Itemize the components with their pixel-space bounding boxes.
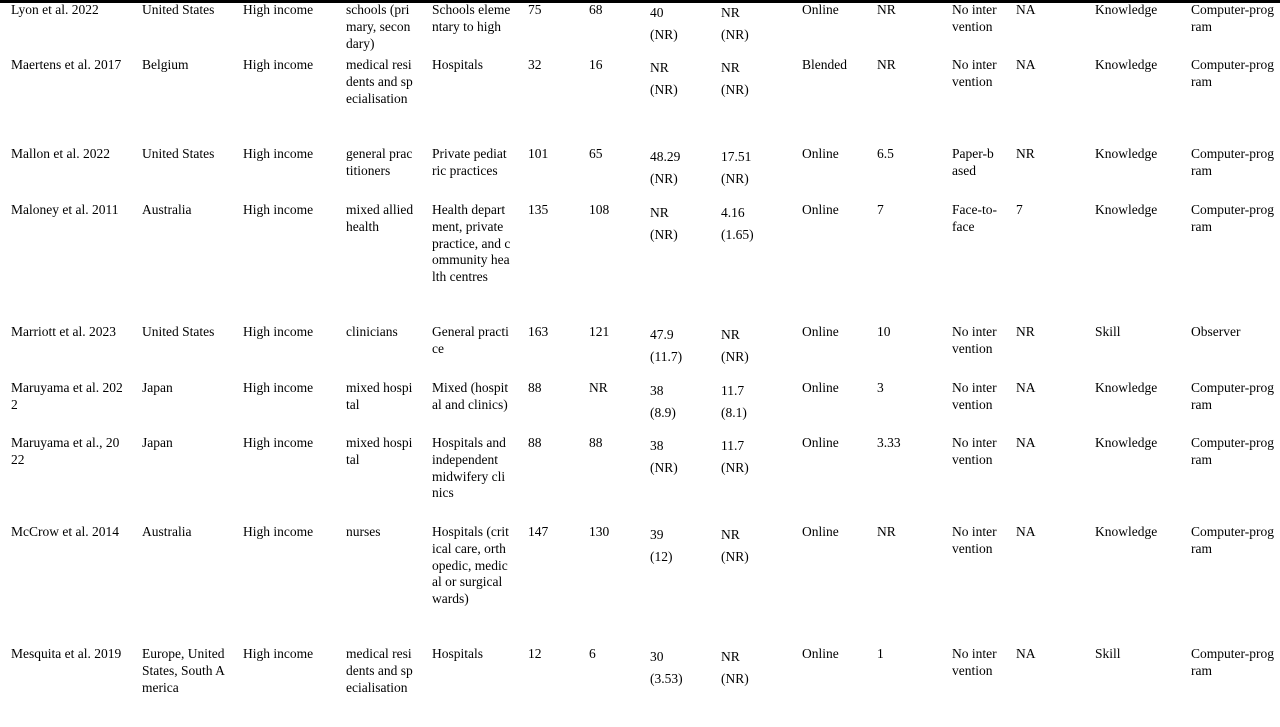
cell-sample-size <box>517 2 578 57</box>
cell-age-sd: (12) <box>650 548 673 564</box>
cell-experience-sd: (NR) <box>721 170 749 186</box>
table-row <box>0 146 1280 202</box>
cell-income-level-text: High income <box>243 524 314 539</box>
cell-comparator <box>941 380 1005 435</box>
cell-participants <box>335 646 421 724</box>
cell-setting-text: Private pediatric practices <box>432 146 507 178</box>
cell-income-level <box>232 380 335 435</box>
cell-study <box>0 324 131 380</box>
cell-study-text: Maruyama et al. 2022 <box>11 380 123 412</box>
cell-experience-sd: (NR) <box>721 81 749 97</box>
cell-assessment-text: Computer-program <box>1191 435 1274 467</box>
cell-income-level-text: High income <box>243 380 314 395</box>
cell-age <box>639 524 710 646</box>
cell-participants <box>335 57 421 146</box>
cell-study <box>0 202 131 324</box>
cell-participants <box>335 524 421 646</box>
cell-sample-size <box>517 524 578 646</box>
cell-income-level <box>232 57 335 146</box>
cell-sample-size-text: 147 <box>528 524 549 539</box>
cell-age-sd: (NR) <box>650 226 678 242</box>
cell-country <box>131 646 232 724</box>
cell-duration <box>866 146 941 202</box>
cell-outcome <box>1084 2 1180 57</box>
cell-experience-sd: (1.65) <box>721 226 754 242</box>
cell-income-level-text: High income <box>243 435 314 450</box>
cell-comparator-duration-text: NA <box>1016 435 1036 450</box>
cell-age-sd: (NR) <box>650 170 678 186</box>
cell-study <box>0 646 131 724</box>
cell-analysed-size <box>578 57 639 146</box>
cell-participants <box>335 380 421 435</box>
cell-study-text: Maloney et al. 2011 <box>11 202 119 217</box>
cell-country-text: United States <box>142 324 215 339</box>
cell-assessment <box>1180 146 1280 202</box>
cell-study <box>0 2 131 57</box>
cell-country <box>131 202 232 324</box>
cell-outcome <box>1084 646 1180 724</box>
cell-outcome <box>1084 57 1180 146</box>
cell-sample-size-text: 12 <box>528 646 542 661</box>
cell-duration-text: 10 <box>877 324 891 339</box>
cell-analysed-size-text: 108 <box>589 202 610 217</box>
cell-comparator-duration <box>1005 380 1084 435</box>
cell-comparator-text: No intervention <box>952 380 997 412</box>
cell-comparator <box>941 435 1005 524</box>
cell-format <box>791 324 866 380</box>
cell-country-text: United States <box>142 2 215 17</box>
cell-income-level <box>232 146 335 202</box>
cell-comparator-duration-text: NA <box>1016 380 1036 395</box>
cell-assessment <box>1180 646 1280 724</box>
cell-participants <box>335 202 421 324</box>
cell-analysed-size <box>578 2 639 57</box>
cell-comparator <box>941 2 1005 57</box>
cell-comparator-duration <box>1005 524 1084 646</box>
cell-age-sd: (NR) <box>650 81 678 97</box>
cell-sample-size <box>517 435 578 524</box>
cell-age-mean: 40 <box>650 5 664 20</box>
cell-experience-sd: (NR) <box>721 348 749 364</box>
cell-outcome-text: Knowledge <box>1095 2 1158 17</box>
cell-age-sd: (3.53) <box>650 670 683 686</box>
cell-format <box>791 57 866 146</box>
cell-analysed-size <box>578 524 639 646</box>
cell-age <box>639 646 710 724</box>
cell-sample-size-text: 88 <box>528 380 542 395</box>
cell-assessment-text: Computer-program <box>1191 2 1274 34</box>
cell-age-sd: (11.7) <box>650 348 683 364</box>
cell-age-mean: 30 <box>650 649 664 664</box>
cell-assessment <box>1180 435 1280 524</box>
cell-format-text: Online <box>802 435 839 450</box>
cell-comparator <box>941 146 1005 202</box>
cell-setting-text: Schools elementary to high <box>432 2 511 34</box>
cell-comparator-duration-text: NA <box>1016 2 1036 17</box>
cell-country-text: Australia <box>142 524 192 539</box>
cell-study <box>0 435 131 524</box>
table-row <box>0 646 1280 724</box>
cell-study-text: Mallon et al. 2022 <box>11 146 110 161</box>
cell-setting-text: Hospitals <box>432 646 484 661</box>
cell-study-text: McCrow et al. 2014 <box>11 524 119 539</box>
cell-country <box>131 524 232 646</box>
cell-experience-sd: (NR) <box>721 548 749 564</box>
cell-comparator-duration <box>1005 435 1084 524</box>
cell-assessment <box>1180 380 1280 435</box>
cell-setting <box>421 2 517 57</box>
cell-participants <box>335 2 421 57</box>
cell-comparator-text: No intervention <box>952 57 997 89</box>
cell-comparator <box>941 202 1005 324</box>
cell-assessment-text: Observer <box>1191 324 1241 339</box>
cell-format-text: Online <box>802 646 839 661</box>
cell-income-level <box>232 324 335 380</box>
cell-analysed-size <box>578 435 639 524</box>
cell-outcome <box>1084 202 1180 324</box>
table-row <box>0 324 1280 380</box>
cell-age-mean: 38 <box>650 383 664 398</box>
cell-sample-size-text: 101 <box>528 146 549 161</box>
cell-age-sd: (NR) <box>650 26 678 42</box>
cell-age-mean: 38 <box>650 438 664 453</box>
cell-sample-size <box>517 324 578 380</box>
cell-income-level <box>232 202 335 324</box>
cell-assessment-text: Computer-program <box>1191 380 1274 412</box>
cell-sample-size-text: 32 <box>528 57 542 72</box>
cell-outcome <box>1084 380 1180 435</box>
cell-country <box>131 435 232 524</box>
table-row <box>0 435 1280 524</box>
cell-duration <box>866 324 941 380</box>
cell-study-text: Marriott et al. 2023 <box>11 324 116 339</box>
cell-format <box>791 146 866 202</box>
cell-outcome-text: Knowledge <box>1095 524 1158 539</box>
cell-participants <box>335 324 421 380</box>
cell-participants-text: mixed allied health <box>346 202 414 234</box>
cell-duration <box>866 57 941 146</box>
cell-duration-text: NR <box>877 2 896 17</box>
cell-duration-text: 3.33 <box>877 435 901 450</box>
cell-analysed-size <box>578 646 639 724</box>
cell-duration <box>866 646 941 724</box>
cell-comparator-text: Paper-based <box>952 146 994 178</box>
cell-experience-mean: NR <box>721 60 740 75</box>
cell-setting <box>421 380 517 435</box>
table-row <box>0 380 1280 435</box>
cell-experience <box>710 2 791 57</box>
cell-sample-size <box>517 380 578 435</box>
cell-country <box>131 380 232 435</box>
cell-comparator-text: No intervention <box>952 2 997 34</box>
cell-setting <box>421 202 517 324</box>
cell-comparator <box>941 57 1005 146</box>
cell-assessment <box>1180 2 1280 57</box>
cell-age-mean: 39 <box>650 527 664 542</box>
cell-comparator-duration-text: NA <box>1016 524 1036 539</box>
cell-study <box>0 380 131 435</box>
cell-country-text: Europe, United States, South America <box>142 646 225 695</box>
cell-assessment <box>1180 324 1280 380</box>
cell-sample-size <box>517 202 578 324</box>
cell-income-level-text: High income <box>243 646 314 661</box>
cell-experience-mean: NR <box>721 649 740 664</box>
cell-comparator-duration <box>1005 202 1084 324</box>
cell-setting-text: Health department, private practice, and community health centres <box>432 202 511 285</box>
cell-format <box>791 435 866 524</box>
cell-sample-size <box>517 646 578 724</box>
cell-experience <box>710 324 791 380</box>
cell-sample-size-text: 163 <box>528 324 549 339</box>
cell-comparator-duration-text: 7 <box>1016 202 1023 217</box>
cell-analysed-size <box>578 380 639 435</box>
cell-age-mean: NR <box>650 60 669 75</box>
cell-comparator-text: No intervention <box>952 524 997 556</box>
cell-assessment <box>1180 57 1280 146</box>
cell-comparator-text: No intervention <box>952 324 997 356</box>
cell-comparator <box>941 524 1005 646</box>
cell-outcome-text: Knowledge <box>1095 146 1158 161</box>
table-row <box>0 202 1280 324</box>
cell-format-text: Online <box>802 324 839 339</box>
cell-comparator-duration-text: NR <box>1016 146 1035 161</box>
cell-participants-text: nurses <box>346 524 381 539</box>
cell-experience-sd: (NR) <box>721 26 749 42</box>
cell-setting <box>421 324 517 380</box>
cell-sample-size-text: 75 <box>528 2 542 17</box>
cell-age-sd: (8.9) <box>650 404 676 420</box>
cell-age <box>639 57 710 146</box>
cell-comparator-duration <box>1005 646 1084 724</box>
cell-analysed-size <box>578 146 639 202</box>
cell-comparator <box>941 646 1005 724</box>
cell-income-level-text: High income <box>243 202 314 217</box>
cell-assessment <box>1180 524 1280 646</box>
cell-participants-text: medical residents and specialisation <box>346 646 413 695</box>
cell-duration <box>866 2 941 57</box>
cell-analysed-size-text: 16 <box>589 57 603 72</box>
cell-country-text: United States <box>142 146 215 161</box>
cell-assessment <box>1180 202 1280 324</box>
cell-duration <box>866 435 941 524</box>
cell-comparator-duration-text: NA <box>1016 646 1036 661</box>
cell-age-mean: 48.29 <box>650 149 681 164</box>
cell-setting <box>421 57 517 146</box>
cell-setting-text: Mixed (hospital and clinics) <box>432 380 509 412</box>
cell-income-level <box>232 524 335 646</box>
cell-participants-text: mixed hospital <box>346 380 413 412</box>
cell-age <box>639 2 710 57</box>
cell-participants-text: mixed hospital <box>346 435 413 467</box>
cell-outcome-text: Knowledge <box>1095 435 1158 450</box>
cell-income-level-text: High income <box>243 57 314 72</box>
cell-analysed-size <box>578 324 639 380</box>
cell-comparator-duration-text: NR <box>1016 324 1035 339</box>
cell-experience-sd: (NR) <box>721 459 749 475</box>
cell-sample-size-text: 135 <box>528 202 549 217</box>
cell-duration-text: NR <box>877 524 896 539</box>
cell-outcome <box>1084 324 1180 380</box>
cell-country-text: Japan <box>142 380 173 395</box>
cell-experience <box>710 380 791 435</box>
cell-format <box>791 646 866 724</box>
cell-duration <box>866 524 941 646</box>
cell-format <box>791 2 866 57</box>
cell-comparator <box>941 324 1005 380</box>
cell-participants-text: clinicians <box>346 324 398 339</box>
cell-age <box>639 324 710 380</box>
cell-study <box>0 146 131 202</box>
cell-participants <box>335 146 421 202</box>
table-row <box>0 524 1280 646</box>
cell-comparator-duration <box>1005 146 1084 202</box>
cell-format-text: Online <box>802 2 839 17</box>
cell-assessment-text: Computer-program <box>1191 57 1274 89</box>
cell-format <box>791 202 866 324</box>
cell-age <box>639 202 710 324</box>
cell-experience-mean: NR <box>721 5 740 20</box>
cell-outcome <box>1084 524 1180 646</box>
cell-format-text: Online <box>802 380 839 395</box>
cell-experience-sd: (NR) <box>721 670 749 686</box>
cell-income-level <box>232 435 335 524</box>
cell-duration-text: 3 <box>877 380 884 395</box>
cell-country <box>131 2 232 57</box>
cell-duration <box>866 380 941 435</box>
cell-analysed-size-text: 121 <box>589 324 610 339</box>
cell-setting <box>421 524 517 646</box>
cell-setting-text: Hospitals (critical care, orthopedic, medical or surgical wards) <box>432 524 509 607</box>
cell-duration-text: 6.5 <box>877 146 894 161</box>
cell-setting <box>421 435 517 524</box>
cell-experience-mean: 4.16 <box>721 205 745 220</box>
cell-comparator-text: No intervention <box>952 435 997 467</box>
cell-setting-text: Hospitals <box>432 57 484 72</box>
studies-table <box>0 2 1280 724</box>
cell-analysed-size-text: 68 <box>589 2 603 17</box>
cell-income-level-text: High income <box>243 2 314 17</box>
cell-experience-mean: NR <box>721 527 740 542</box>
cell-age <box>639 146 710 202</box>
cell-outcome-text: Knowledge <box>1095 57 1158 72</box>
cell-comparator-duration-text: NA <box>1016 57 1036 72</box>
cell-income-level-text: High income <box>243 146 314 161</box>
cell-country-text: Japan <box>142 435 173 450</box>
cell-experience-sd: (8.1) <box>721 404 747 420</box>
cell-analysed-size-text: 65 <box>589 146 603 161</box>
cell-country <box>131 324 232 380</box>
cell-analysed-size-text: 6 <box>589 646 596 661</box>
cell-comparator-duration <box>1005 324 1084 380</box>
cell-assessment-text: Computer-program <box>1191 646 1274 678</box>
cell-setting-text: Hospitals and independent midwifery clinics <box>432 435 506 501</box>
cell-experience <box>710 435 791 524</box>
table-row <box>0 2 1280 57</box>
cell-study-text: Lyon et al. 2022 <box>11 2 99 17</box>
cell-experience-mean: 11.7 <box>721 438 745 453</box>
cell-age <box>639 380 710 435</box>
cell-assessment-text: Computer-program <box>1191 524 1274 556</box>
cell-format-text: Online <box>802 202 839 217</box>
cell-outcome <box>1084 146 1180 202</box>
cell-analysed-size-text: 88 <box>589 435 603 450</box>
cell-income-level <box>232 2 335 57</box>
cell-age-mean: NR <box>650 205 669 220</box>
cell-outcome-text: Knowledge <box>1095 380 1158 395</box>
cell-analysed-size <box>578 202 639 324</box>
cell-comparator-duration <box>1005 57 1084 146</box>
cell-format-text: Online <box>802 146 839 161</box>
cell-participants-text: medical residents and specialisation <box>346 57 413 106</box>
cell-experience-mean: NR <box>721 327 740 342</box>
cell-format-text: Blended <box>802 57 847 72</box>
cell-participants <box>335 435 421 524</box>
cell-experience <box>710 646 791 724</box>
cell-age <box>639 435 710 524</box>
cell-experience <box>710 57 791 146</box>
cell-outcome-text: Knowledge <box>1095 202 1158 217</box>
cell-format-text: Online <box>802 524 839 539</box>
cell-setting <box>421 646 517 724</box>
cell-study-text: Maertens et al. 2017 <box>11 57 122 72</box>
cell-setting-text: General practice <box>432 324 509 356</box>
cell-duration <box>866 202 941 324</box>
cell-format <box>791 380 866 435</box>
cell-assessment-text: Computer-program <box>1191 202 1274 234</box>
cell-sample-size <box>517 57 578 146</box>
cell-income-level <box>232 646 335 724</box>
studies-table-body <box>0 2 1280 724</box>
cell-comparator-text: No intervention <box>952 646 997 678</box>
cell-age-sd: (NR) <box>650 459 678 475</box>
cell-study <box>0 524 131 646</box>
cell-participants-text: general practitioners <box>346 146 413 178</box>
cell-experience <box>710 524 791 646</box>
cell-country-text: Australia <box>142 202 192 217</box>
cell-format <box>791 524 866 646</box>
cell-outcome <box>1084 435 1180 524</box>
cell-study <box>0 57 131 146</box>
cell-sample-size <box>517 146 578 202</box>
cell-duration-text: 7 <box>877 202 884 217</box>
cell-analysed-size-text: 130 <box>589 524 610 539</box>
cell-study-text: Maruyama et al., 2022 <box>11 435 120 467</box>
cell-country <box>131 57 232 146</box>
cell-analysed-size-text: NR <box>589 380 608 395</box>
cell-experience <box>710 202 791 324</box>
cell-participants-text: schools (primary, secondary) <box>346 2 411 51</box>
cell-country-text: Belgium <box>142 57 189 72</box>
cell-experience-mean: 17.51 <box>721 149 752 164</box>
cell-age-mean: 47.9 <box>650 327 674 342</box>
cell-outcome-text: Skill <box>1095 646 1121 661</box>
cell-duration-text: 1 <box>877 646 884 661</box>
table-row <box>0 57 1280 146</box>
cell-country <box>131 146 232 202</box>
cell-duration-text: NR <box>877 57 896 72</box>
cell-setting <box>421 146 517 202</box>
cell-study-text: Mesquita et al. 2019 <box>11 646 122 661</box>
cell-outcome-text: Skill <box>1095 324 1121 339</box>
cell-sample-size-text: 88 <box>528 435 542 450</box>
cell-comparator-duration <box>1005 2 1084 57</box>
cell-income-level-text: High income <box>243 324 314 339</box>
cell-assessment-text: Computer-program <box>1191 146 1274 178</box>
cell-experience <box>710 146 791 202</box>
cell-comparator-text: Face-to-face <box>952 202 997 234</box>
cell-experience-mean: 11.7 <box>721 383 745 398</box>
